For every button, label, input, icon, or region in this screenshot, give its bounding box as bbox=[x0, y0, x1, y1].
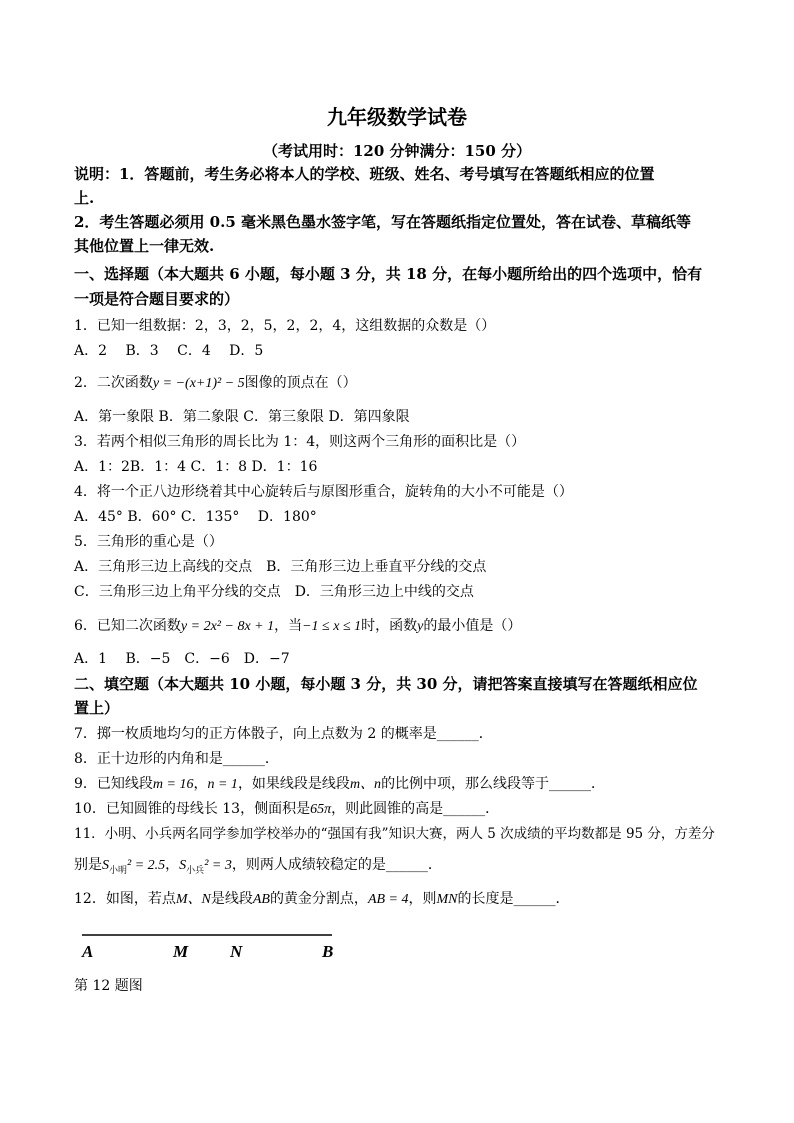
q9-text-mid: ，如果线段是线段 bbox=[237, 776, 350, 792]
q11-val2: ² = 3 bbox=[204, 858, 232, 873]
question-9 bbox=[74, 775, 605, 794]
question-11: 11．小明、小兵两名同学参加学校举办的“强国有我”知识大赛，两人 5 次成绩的平均数都是 95 分，方差分 bbox=[74, 826, 715, 842]
q12-segment: AB bbox=[252, 892, 270, 907]
q9-text-end: 的比例中项，那么线段等于______． bbox=[381, 776, 606, 792]
q9-sep: ， bbox=[193, 776, 208, 792]
question-5: 5．三角形的重心是（） bbox=[74, 534, 223, 550]
segment-figure bbox=[72, 922, 362, 967]
q12-length: AB = 4 bbox=[367, 892, 409, 907]
q11-sub1: 小明 bbox=[109, 865, 128, 876]
q12-points: M、N bbox=[175, 892, 211, 907]
q12-text: 12．如图，若点 bbox=[74, 891, 176, 907]
section-1-heading: 一、选择题（本大题共 6 小题，每小题 3 分，共 18 分，在每小题所给出的四个选项中，恰有 bbox=[74, 265, 703, 283]
q9-n-value: n = 1 bbox=[207, 777, 238, 792]
q11-s1: S bbox=[102, 858, 109, 873]
q11-text: 别是 bbox=[74, 857, 102, 873]
section-2-heading-cont: 置上） bbox=[74, 699, 120, 717]
note-2-line-1: 2．考生答题必须用 0.5 毫米黑色墨水签字笔，写在答题纸指定位置处，答在试卷、草稿纸等 bbox=[74, 213, 691, 231]
q12-text-mid2: 的黄金分割点， bbox=[269, 891, 368, 907]
q10-area: 65π bbox=[310, 802, 332, 817]
question-7: 7．掷一枚质地均匀的正方体骰子，向上点数为 2 的概率是______． bbox=[74, 726, 493, 742]
point-a-label: A bbox=[82, 942, 94, 961]
q9-m-value: m = 16 bbox=[152, 777, 194, 792]
q11-text-end: ，则两人成绩较稳定的是______． bbox=[231, 857, 442, 873]
question-4-options: A．45° B．60° C．135° D．180° bbox=[74, 509, 317, 525]
note-1-line-1: 说明：1．答题前，考生务必将本人的学校、班级、姓名、考号填写在答题纸相应的位置 bbox=[74, 165, 655, 183]
figure-caption: 第 12 题图 bbox=[74, 978, 143, 994]
question-8: 8．正十边形的内角和是______． bbox=[74, 751, 279, 767]
q11-s2: S bbox=[179, 858, 187, 873]
question-3-options: A．1：2B．1：4 C．1：8 D．1：16 bbox=[74, 459, 318, 475]
q10-text: 10．已知圆锥的母线长 13，侧面积是 bbox=[74, 801, 311, 817]
question-12 bbox=[74, 890, 570, 909]
q12-text-end: 的长度是______． bbox=[457, 891, 570, 907]
question-11-cont bbox=[74, 856, 442, 880]
q11-sub2: 小兵 bbox=[186, 865, 205, 876]
question-6 bbox=[74, 617, 521, 636]
question-5-options-ab: A．三角形三边上高线的交点 B．三角形三边上垂直平分线的交点 bbox=[74, 559, 487, 575]
q2-text-end: 图像的顶点在（） bbox=[244, 375, 357, 391]
page-title: 九年级数学试卷 bbox=[327, 105, 467, 129]
q2-text: 2．二次函数 bbox=[74, 375, 153, 391]
q9-mn: m、n bbox=[349, 777, 382, 792]
question-6-options: A．1 B．−5 C．−6 D．−7 bbox=[74, 651, 290, 667]
question-2-options: A．第一象限 B．第二象限 C．第三象限 D．第四象限 bbox=[74, 409, 410, 425]
exam-info: （考试用时：120 分钟满分：150 分） bbox=[262, 142, 532, 160]
point-m-label: M bbox=[173, 942, 189, 961]
question-5-options-cd: C．三角形三边上角平分线的交点 D．三角形三边上中线的交点 bbox=[74, 584, 474, 600]
question-4: 4．将一个正八边形绕着其中心旋转后与原图形重合，旋转角的大小不可能是（） bbox=[74, 484, 573, 500]
point-n-label: N bbox=[230, 942, 243, 961]
q12-text-mid3: ，则 bbox=[408, 891, 437, 907]
q9-text: 9．已知线段 bbox=[74, 776, 153, 792]
q6-text: 6．已知二次函数 bbox=[74, 618, 181, 634]
question-10 bbox=[74, 800, 499, 819]
q11-val1: ² = 2.5 bbox=[127, 858, 166, 873]
q10-text-end: ，则此圆锥的高是______． bbox=[331, 801, 500, 817]
q12-text-mid: 是线段 bbox=[210, 891, 253, 907]
section-2-heading: 二、填空题（本大题共 10 小题，每小题 3 分，共 30 分，请把答案直接填写在答题纸相应位 bbox=[74, 675, 698, 693]
q6-text-post: 时，函数 bbox=[361, 618, 418, 634]
question-1-options: A．2 B．3 C．4 D．5 bbox=[74, 343, 264, 359]
note-1-line-2: 上. bbox=[74, 189, 95, 207]
q6-condition: −1 ≤ x ≤ 1 bbox=[302, 619, 362, 634]
q6-variable: y bbox=[417, 619, 424, 634]
question-1: 1．已知一组数据：2，3，2，5，2，2，4，这组数据的众数是（） bbox=[74, 318, 496, 334]
question-2 bbox=[74, 374, 357, 393]
point-b-label: B bbox=[322, 942, 334, 961]
q12-mn: MN bbox=[436, 892, 458, 907]
q2-formula: y = −(x+1)² − 5 bbox=[152, 376, 245, 391]
q11-text-mid: ， bbox=[165, 857, 180, 873]
note-2-line-2: 其他位置上一律无效. bbox=[74, 237, 215, 255]
question-3: 3．若两个相似三角形的周长比为 1：4，则这两个三角形的面积比是（） bbox=[74, 434, 526, 450]
q6-text-mid: ，当 bbox=[274, 618, 303, 634]
section-1-heading-cont: 一项是符合题目要求的） bbox=[74, 290, 240, 308]
q6-formula: y = 2x² − 8x + 1 bbox=[180, 619, 275, 634]
q6-text-end: 的最小值是（） bbox=[423, 618, 522, 634]
